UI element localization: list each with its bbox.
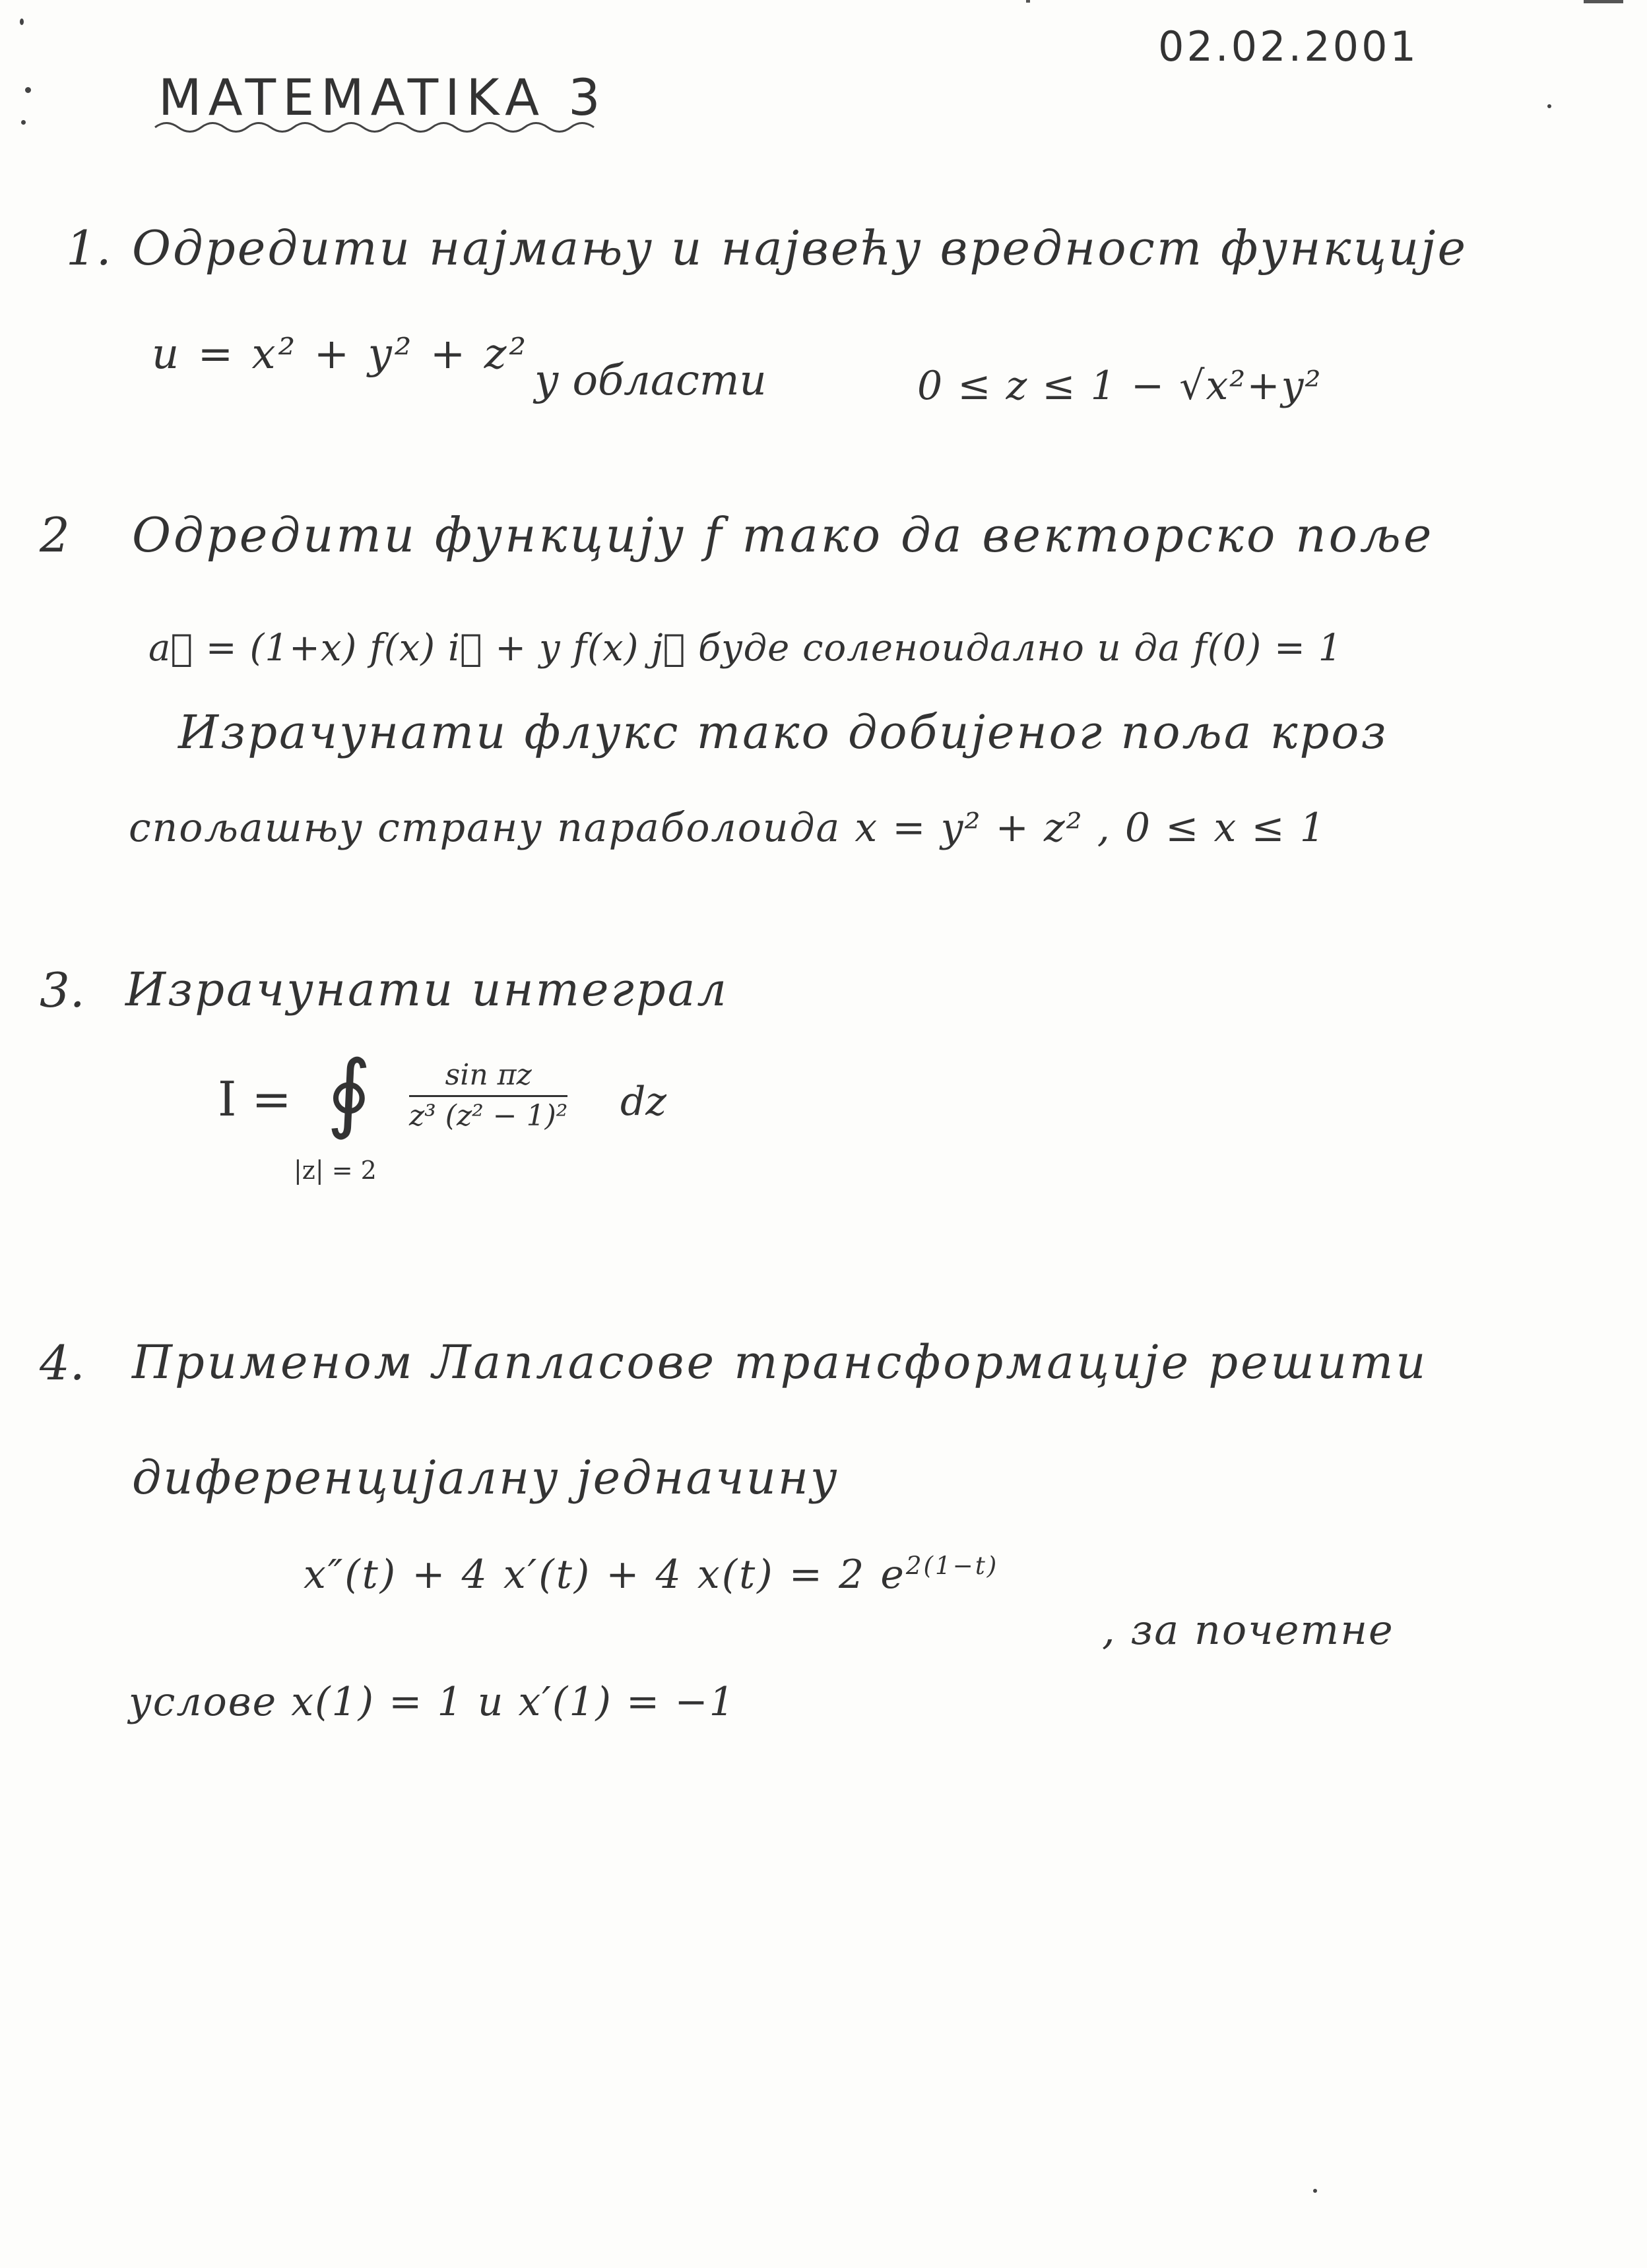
problem-1-function: u = x² + y² + z² (152, 330, 529, 379)
equation-body: x″(t) + 4 x′(t) + 4 x(t) = 2 e (304, 1552, 906, 1598)
integral-differential: dz (620, 1079, 667, 1125)
problem-4-initial-label: , за почетне (1102, 1606, 1394, 1654)
problem-1-number: 1. (66, 220, 112, 276)
problem-2-line-4: спољашњу страну параболоида x = y² + z² , 0 ≤ x ≤ 1 (129, 805, 1326, 851)
problem-1-region: 0 ≤ z ≤ 1 − √x²+y² (917, 363, 1322, 409)
problem-3-number: 3. (40, 962, 85, 1018)
fraction-bar (409, 1095, 567, 1097)
scan-speck (1547, 104, 1551, 108)
integral-contour: |z| = 2 (294, 1156, 377, 1185)
integrand-fraction (409, 1059, 567, 1133)
problem-2-line-1: Одредити функцију f тако да векторско поље (132, 507, 1435, 563)
margin-mark (25, 87, 31, 93)
integral-lhs: I = (218, 1071, 292, 1127)
title-underline (152, 117, 614, 137)
margin-mark (21, 120, 26, 125)
scan-edge-mark (1026, 0, 1030, 3)
problem-2-vector-field: a⃗ = (1+x) f(x) i⃗ + y f(x) j⃗ буде соленоидално и да f(0) = 1 (148, 627, 1343, 670)
problem-3-line-1: Израчунати интеграл (125, 962, 728, 1017)
contour-integral-sign: ∮ (327, 1042, 371, 1142)
problem-4-number: 4. (40, 1335, 85, 1391)
integrand-numerator: sin πz (445, 1058, 532, 1092)
exam-title: MATEMATIKA 3 (158, 68, 607, 127)
margin-mark (20, 18, 24, 25)
problem-4-initial-conditions: услове x(1) = 1 и x′(1) = −1 (129, 1679, 736, 1725)
problem-1-line-1: Одредити најмању и највећу вредност функције (132, 220, 1468, 276)
differential-equation (304, 1551, 999, 1598)
problem-4-line-1: Применом Лапласове трансформације решити (132, 1335, 1429, 1389)
problem-4-line-2: диференцијалну једначину (132, 1451, 839, 1505)
integrand-denominator: z³ (z² − 1)² (409, 1098, 568, 1133)
problem-2-line-3: Израчунати флукс тако добијеног поља кроз (178, 705, 1388, 759)
scan-edge-mark (1584, 0, 1623, 3)
scan-speck (1313, 2189, 1317, 2193)
exam-date: 02.02.2001 (1158, 22, 1419, 71)
problem-1-region-label: у области (534, 356, 767, 405)
problem-2-number: 2 (40, 507, 70, 563)
equation-exponent: 2(1−t) (905, 1551, 999, 1580)
